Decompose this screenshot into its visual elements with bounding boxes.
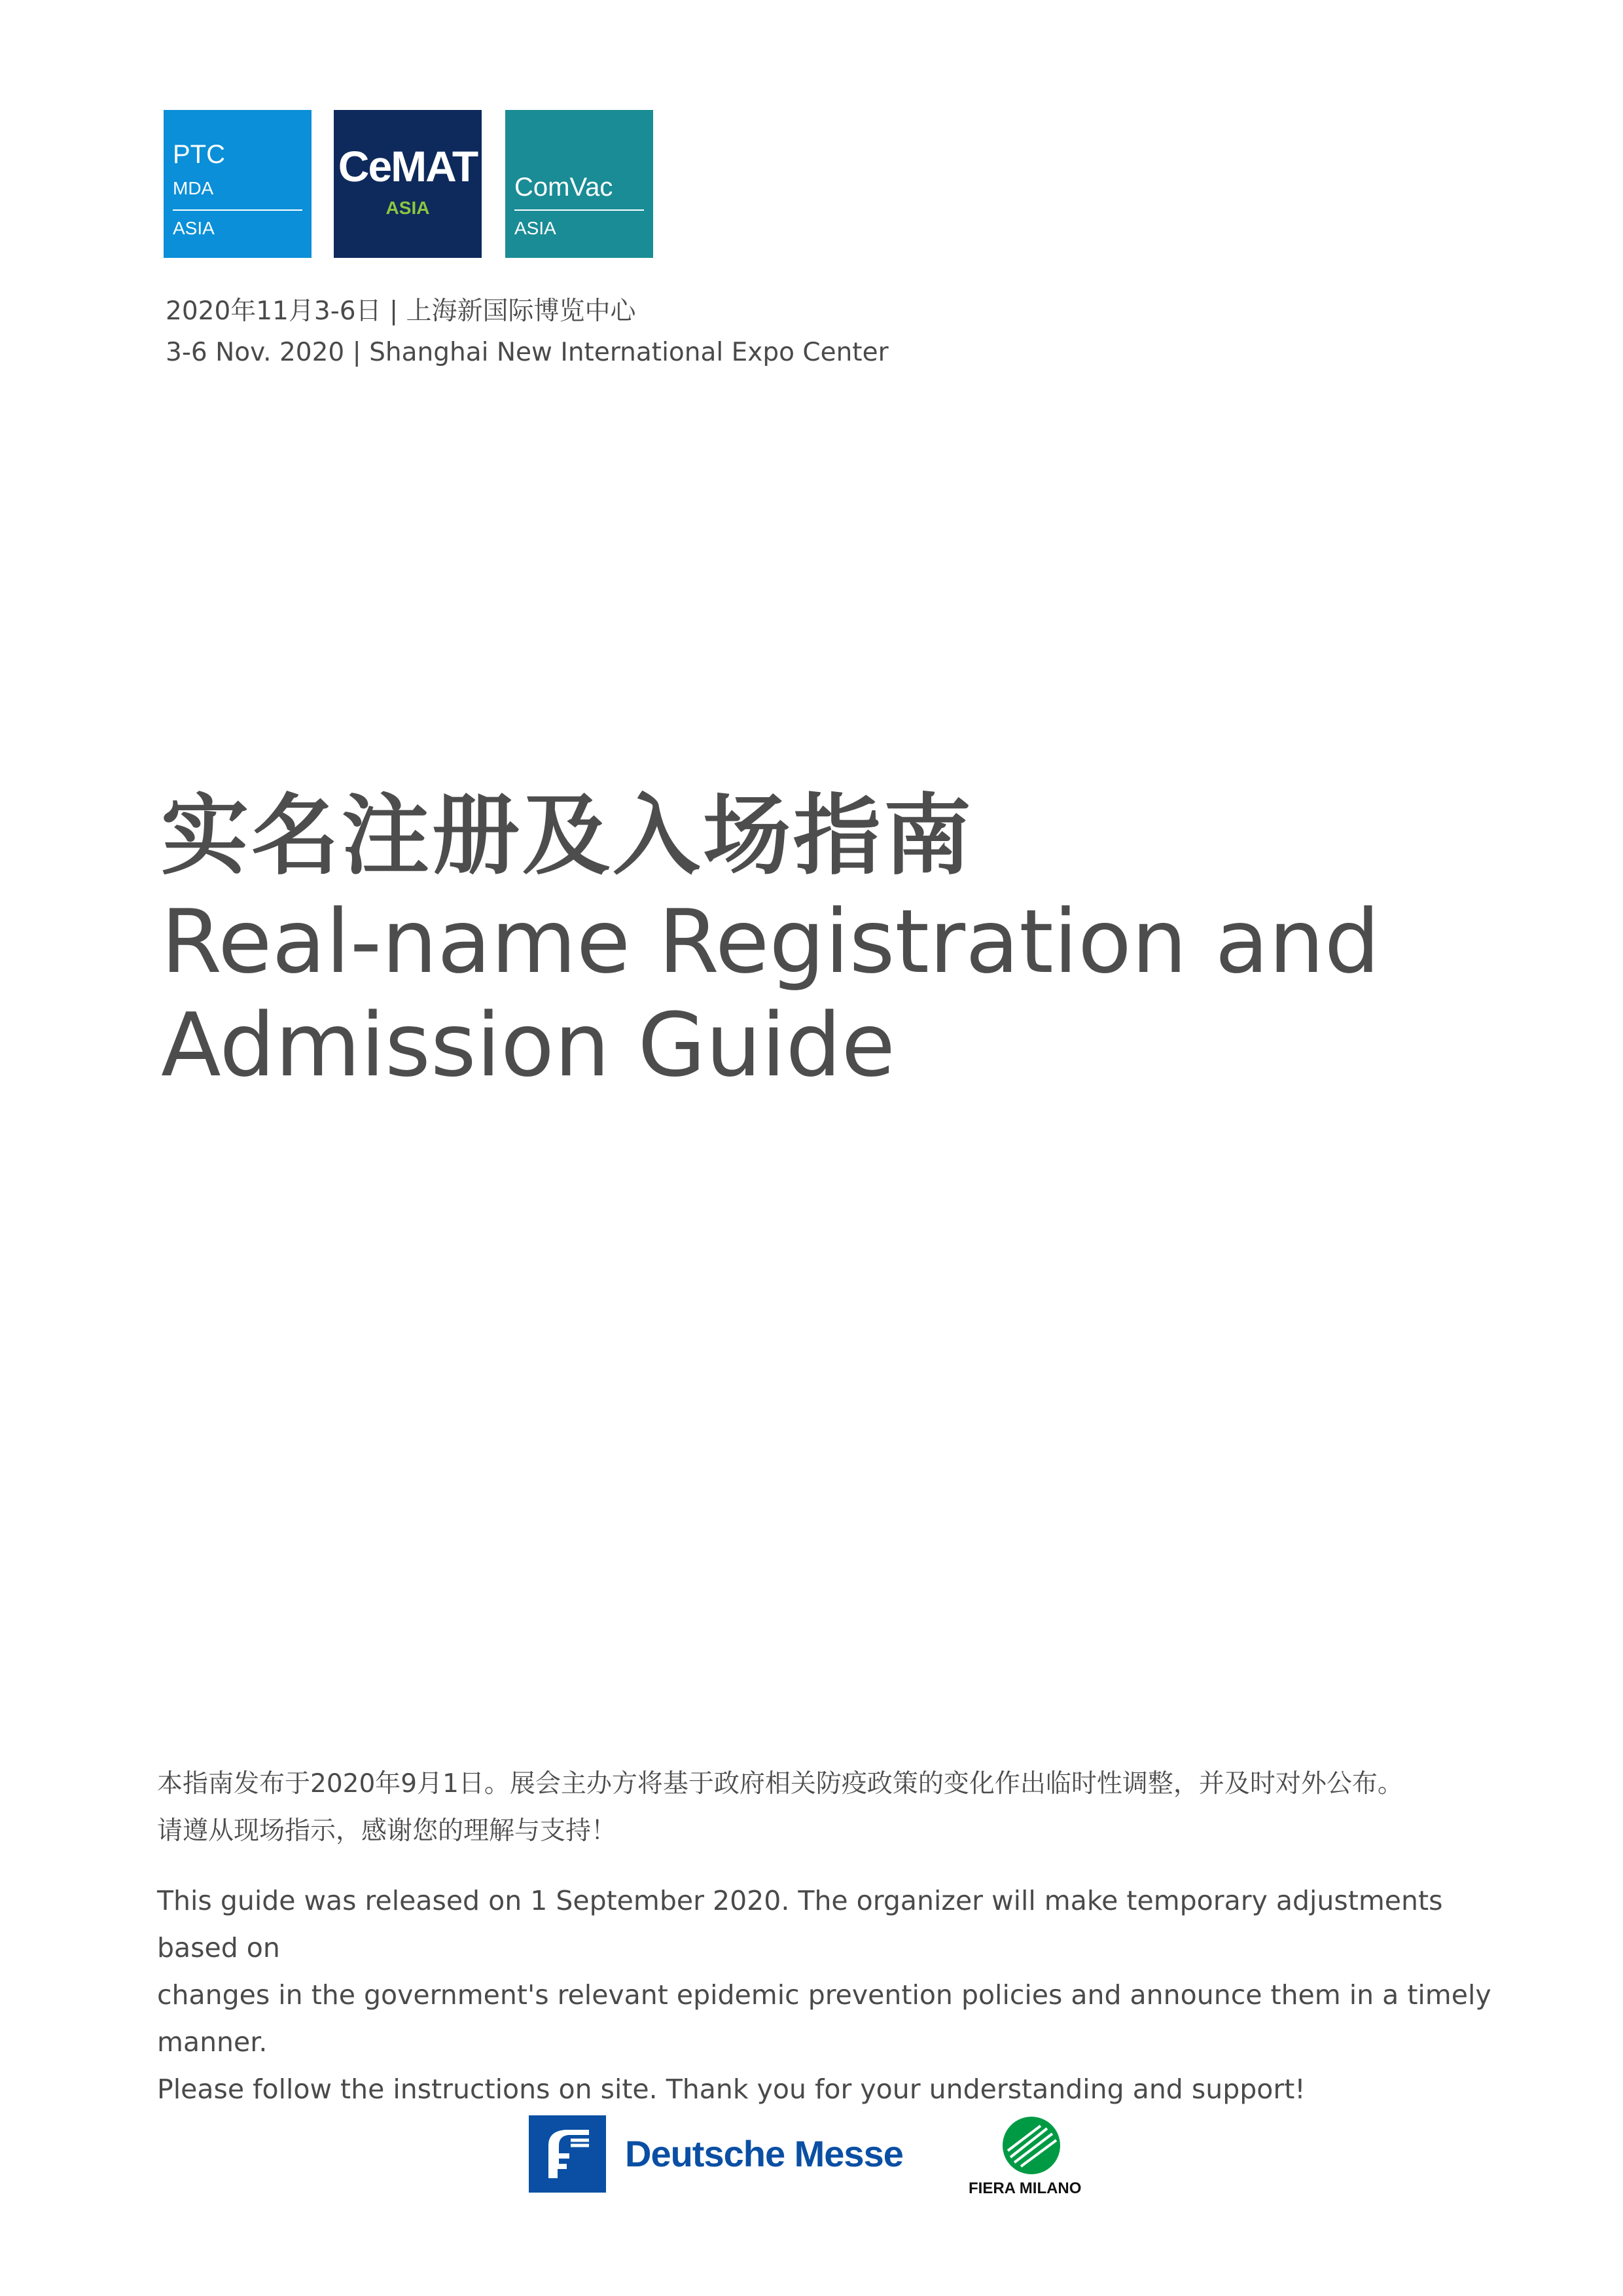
comvac-logo-main: ComVac xyxy=(514,173,613,202)
hermes-head-icon xyxy=(529,2115,606,2193)
notice-en-line3: Please follow the instructions on site. Thank you for your understanding and support! xyxy=(157,2073,1306,2105)
notice-en-line2: changes in the government's relevant epidemic prevention policies and announce them in a timely manner. xyxy=(157,1979,1491,2058)
page-title-cn: 实名注册及入场指南 xyxy=(161,785,974,887)
deutsche-messe-logo-text: Deutsche Messe xyxy=(625,2133,903,2174)
cemat-logo-sub: ASIA xyxy=(385,198,430,218)
notice-en xyxy=(157,1877,1531,2113)
page-title-en xyxy=(161,890,1380,1097)
notice-cn xyxy=(157,1761,1505,1855)
fiera-milano-globe-icon xyxy=(1001,2115,1061,2176)
comvac-logo-sub: ASIA xyxy=(514,218,556,238)
event-date-en: 3-6 Nov. 2020 | Shanghai New International Expo Center xyxy=(166,338,889,367)
comvac-asia-logo xyxy=(505,110,653,258)
ptc-logo-line3: ASIA xyxy=(173,218,215,238)
notice-en-line1: This guide was released on 1 September 2020. The organizer will make temporary adjustments based on xyxy=(157,1885,1443,1964)
fiera-milano-logo-text: FIERA MILANO xyxy=(969,2179,1082,2197)
ptc-logo-line2: MDA xyxy=(173,178,214,198)
comvac-logo-divider xyxy=(514,209,644,211)
ptc-logo-line1: PTC xyxy=(173,140,225,169)
event-date-cn: 2020年11月3-6日 | 上海新国际博览中心 xyxy=(166,296,636,326)
notice-cn-line2: 请遵从现场指示，感谢您的理解与支持！ xyxy=(157,1816,617,1846)
page-title-en-line1: Real-name Registration and xyxy=(161,891,1380,993)
cemat-asia-logo xyxy=(334,110,482,258)
notice-cn-line1: 本指南发布于2020年9月1日。展会主办方将基于政府相关防疫政策的变化作出临时性调整，并及时对外公布。 xyxy=(157,1769,1403,1799)
ptc-logo-divider xyxy=(173,209,302,211)
cemat-logo-main: CeMAT xyxy=(338,142,478,190)
page-title-en-line2: Admission Guide xyxy=(161,994,895,1096)
ptc-mda-asia-logo xyxy=(164,110,312,258)
